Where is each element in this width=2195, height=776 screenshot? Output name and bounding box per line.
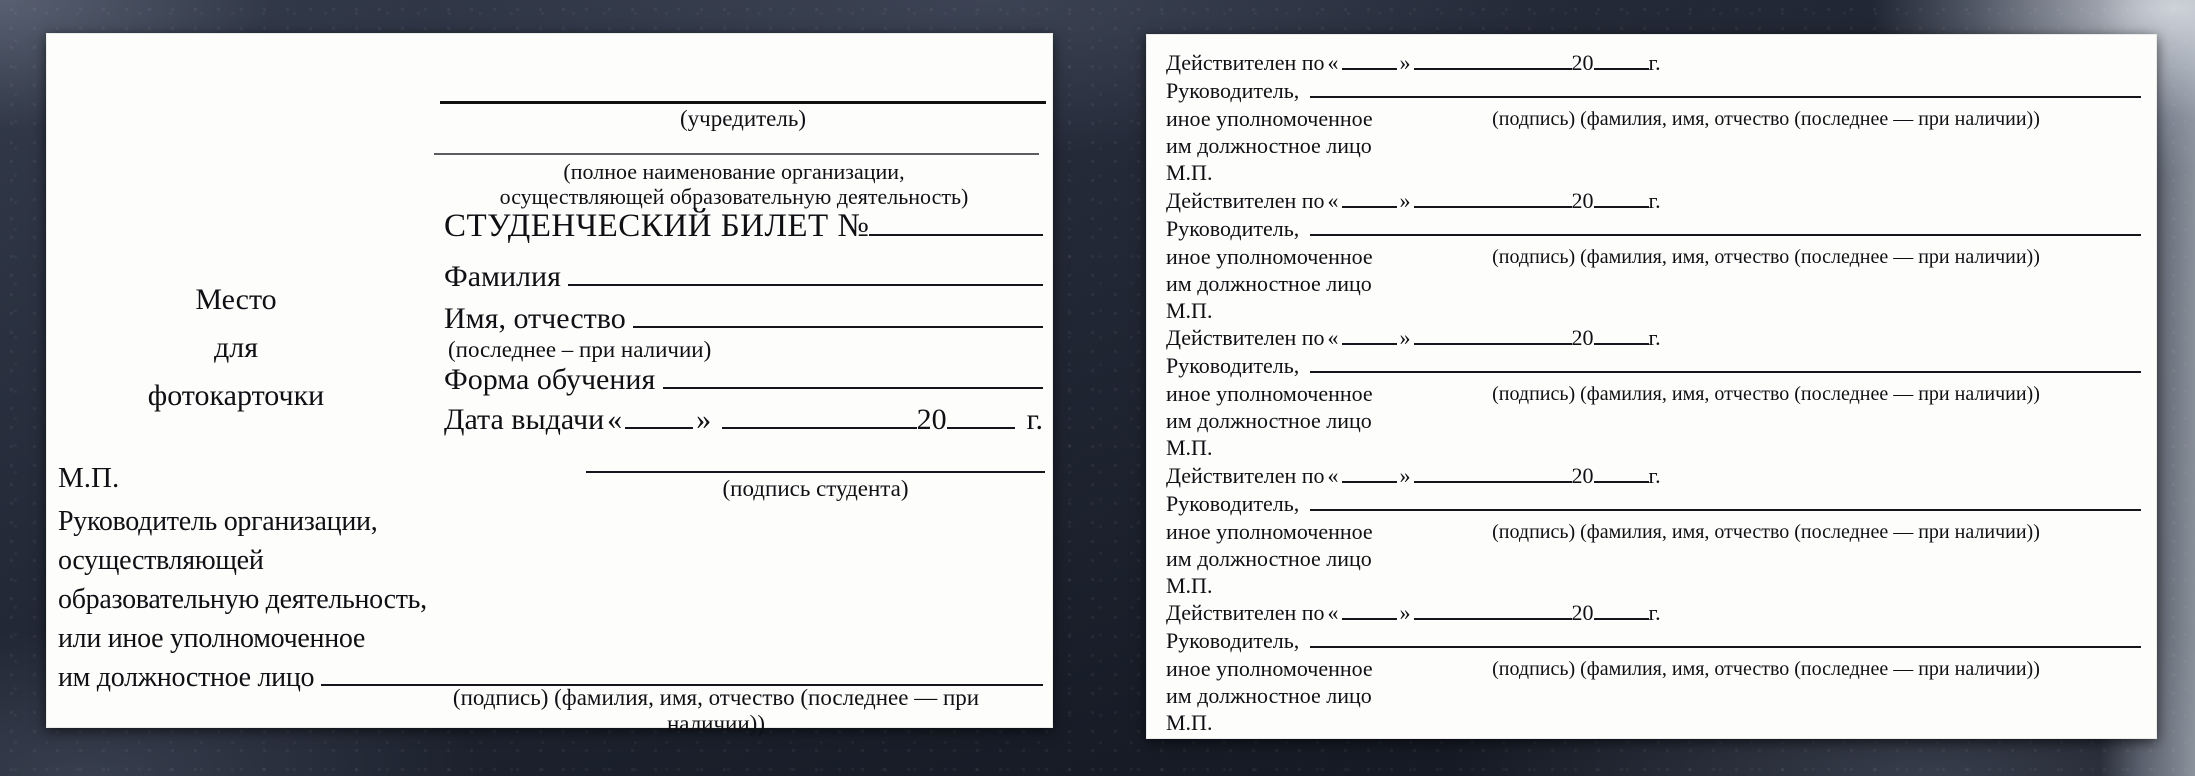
head-signature-blank	[1310, 644, 2141, 648]
signature-caption: (подпись) (фамилия, имя, отчество (последнее — при наличии))	[1492, 383, 2040, 405]
founder-signature-line	[440, 101, 1046, 104]
education-form-blank	[663, 385, 1043, 389]
head-row	[1166, 78, 2141, 104]
close-quote: »	[1399, 600, 1411, 625]
head-label: Руководитель,	[1166, 215, 1300, 241]
official-line2: им должностное лицо	[1166, 408, 1372, 433]
head-row	[1166, 216, 2141, 242]
valid-until-row	[1166, 188, 1661, 214]
issue-day-blank	[625, 425, 693, 429]
official-line1: иное уполномоченное	[1166, 243, 1373, 269]
signature-caption: (подпись) (фамилия, имя, отчество (последнее — при наличии))	[1492, 245, 2040, 268]
valid-month-blank	[1414, 479, 1572, 483]
stamp-place-label: М.П.	[1166, 710, 1213, 735]
head-line2: осуществляющей	[58, 545, 264, 576]
head-row	[1166, 353, 2141, 379]
org-name-caption	[384, 159, 1084, 209]
student-signature-line	[586, 471, 1045, 473]
photo-placeholder	[96, 276, 376, 420]
official-line1: иное уполномоченное	[1166, 381, 1373, 406]
valid-until-row	[1166, 50, 1661, 76]
close-quote: »	[1399, 187, 1411, 213]
valid-until-row	[1166, 463, 1661, 489]
head-official-lines	[58, 502, 427, 658]
year-prefix: 20	[1571, 50, 1594, 75]
year-prefix: 20	[1571, 187, 1594, 213]
name-note: (последнее – при наличии)	[448, 337, 712, 362]
valid-day-blank	[1342, 479, 1397, 483]
student-card-back	[1146, 34, 2157, 739]
head-line1: Руководитель организации,	[58, 506, 378, 537]
official-lines	[1166, 518, 1373, 599]
year-prefix: 20	[916, 403, 947, 436]
validity-block	[1166, 188, 2141, 326]
close-quote: »	[1399, 462, 1411, 488]
year-prefix: 20	[1571, 462, 1594, 488]
valid-day-blank	[1342, 66, 1397, 70]
official-line2: им должностное лицо	[1166, 270, 1372, 296]
issue-date-label: Дата выдачи	[444, 403, 605, 436]
validity-block	[1166, 600, 2141, 738]
close-quote: »	[1399, 50, 1411, 75]
valid-until-row	[1166, 600, 1661, 626]
valid-until-label: Действителен по	[1166, 462, 1325, 488]
head-label: Руководитель,	[1166, 353, 1300, 378]
student-card-front	[46, 33, 1053, 736]
stamp-place-label: М.П.	[1166, 297, 1213, 323]
open-quote: «	[1327, 462, 1339, 488]
open-quote: «	[1327, 600, 1339, 625]
head-label: Руководитель,	[1166, 490, 1300, 516]
valid-year-blank	[1594, 66, 1649, 70]
valid-day-blank	[1342, 341, 1397, 345]
year-suffix: г.	[1648, 325, 1661, 350]
official-lines	[1166, 105, 1373, 186]
issue-month-blank	[722, 425, 916, 429]
head-row	[1166, 628, 2141, 654]
validity-blocks	[1166, 50, 2141, 738]
photo-placeholder-line1: Место	[195, 283, 277, 316]
official-line1: иное уполномоченное	[1166, 106, 1373, 131]
issue-year-blank	[947, 425, 1015, 429]
valid-month-blank	[1414, 616, 1572, 620]
valid-until-label: Действителен по	[1166, 50, 1325, 75]
head-signature-caption: (подпись) (фамилия, имя, отчество (последнее — при наличии))	[452, 685, 980, 736]
name-label: Имя, отчество	[444, 302, 626, 335]
year-prefix: 20	[1571, 600, 1594, 625]
head-signature-blank	[1310, 232, 2141, 236]
validity-block	[1166, 325, 2141, 463]
valid-month-blank	[1414, 341, 1572, 345]
org-name-line	[434, 153, 1039, 155]
official-line2: им должностное лицо	[1166, 545, 1372, 571]
surname-row	[444, 260, 1043, 294]
official-lines	[1166, 380, 1373, 461]
year-suffix: г.	[1648, 462, 1661, 488]
surname-blank	[568, 282, 1043, 286]
head-line3: образовательную деятельность,	[58, 584, 427, 615]
year-suffix: г.	[1648, 600, 1661, 625]
stamp-place-label: М.П.	[58, 462, 120, 494]
year-suffix: г.	[1648, 187, 1661, 213]
valid-year-blank	[1594, 479, 1649, 483]
name-row	[444, 302, 1043, 336]
student-signature-caption: (подпись студента)	[722, 476, 909, 501]
close-quote: »	[1399, 325, 1411, 350]
signature-caption: (подпись) (фамилия, имя, отчество (последнее — при наличии))	[1492, 658, 2040, 680]
head-signature-blank	[1310, 94, 2141, 98]
ticket-number-blank	[869, 232, 1043, 236]
open-quote: «	[1327, 325, 1339, 350]
valid-month-blank	[1414, 66, 1572, 70]
official-line2: им должностное лицо	[1166, 683, 1372, 708]
year-prefix: 20	[1571, 325, 1594, 350]
org-caption-line2: осуществляющей образовательную деятельность)	[499, 184, 969, 209]
signature-caption: (подпись) (фамилия, имя, отчество (последнее — при наличии))	[1492, 108, 2040, 130]
head-signature-blank	[1310, 369, 2141, 373]
valid-until-label: Действителен по	[1166, 325, 1325, 350]
valid-year-blank	[1594, 204, 1649, 208]
education-form-label: Форма обучения	[444, 363, 656, 396]
valid-year-blank	[1594, 341, 1649, 345]
open-quote: «	[607, 403, 623, 436]
validity-block	[1166, 50, 2141, 188]
year-suffix: г.	[1648, 50, 1661, 75]
year-suffix: г.	[1026, 403, 1043, 436]
valid-until-label: Действителен по	[1166, 187, 1325, 213]
official-line1: иное уполномоченное	[1166, 656, 1373, 681]
stamp-place-label: М.П.	[1166, 160, 1213, 185]
signature-caption: (подпись) (фамилия, имя, отчество (последнее — при наличии))	[1492, 520, 2040, 543]
valid-month-blank	[1414, 204, 1572, 208]
name-blank	[633, 324, 1043, 328]
close-quote: »	[696, 403, 712, 436]
official-line2: им должностное лицо	[1166, 133, 1372, 158]
founder-caption: (учредитель)	[679, 106, 807, 131]
valid-until-row	[1166, 325, 1661, 351]
head-line4: или иное уполномоченное	[58, 623, 366, 654]
official-lines	[1166, 243, 1373, 324]
head-signature-blank	[1310, 507, 2141, 511]
valid-year-blank	[1594, 616, 1649, 620]
head-line5: им должностное лицо	[58, 662, 315, 693]
surname-label: Фамилия	[444, 260, 561, 293]
official-line1: иное уполномоченное	[1166, 518, 1373, 544]
valid-day-blank	[1342, 204, 1397, 208]
head-label: Руководитель,	[1166, 78, 1300, 103]
stamp-place-label: М.П.	[1166, 435, 1213, 460]
photo-placeholder-line3: фотокарточки	[147, 379, 325, 412]
open-quote: «	[1327, 187, 1339, 213]
open-quote: «	[1327, 50, 1339, 75]
issue-date-row	[444, 403, 1043, 437]
card-title: СТУДЕНЧЕСКИЙ БИЛЕТ №	[444, 208, 870, 244]
education-form-row	[444, 363, 1043, 397]
photo-placeholder-line2: для	[213, 331, 259, 364]
card-title-row	[444, 208, 1043, 245]
stamp-place-label: М.П.	[1166, 572, 1213, 598]
official-lines	[1166, 655, 1373, 736]
validity-block	[1166, 463, 2141, 601]
org-caption-line1: (полное наименование организации,	[563, 159, 905, 184]
head-label: Руководитель,	[1166, 628, 1300, 653]
valid-day-blank	[1342, 616, 1397, 620]
valid-until-label: Действителен по	[1166, 600, 1325, 625]
head-row	[1166, 491, 2141, 517]
